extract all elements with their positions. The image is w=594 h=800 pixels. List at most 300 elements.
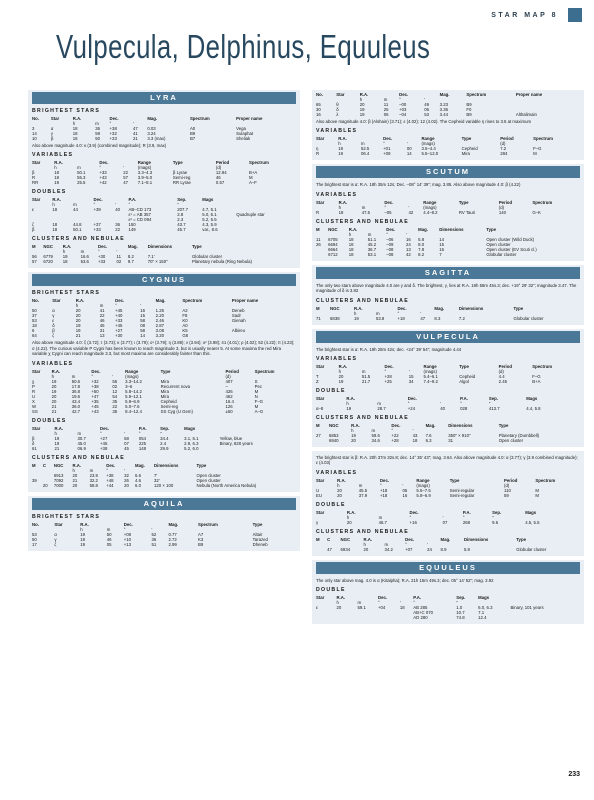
column-header: P.A. xyxy=(460,396,468,402)
table-cell: 16 xyxy=(402,492,408,498)
table-cell: 148 xyxy=(138,445,146,451)
table-cell: 21 xyxy=(51,408,57,414)
unit-label: ′ xyxy=(112,373,114,379)
unit-label: ″ xyxy=(160,430,162,436)
column-header: Proper name xyxy=(231,298,259,304)
column-header: Period xyxy=(215,160,230,166)
table-cell: 44 xyxy=(73,207,78,213)
column-header: Type xyxy=(172,160,183,166)
table-cell: Sheliak xyxy=(236,136,251,141)
table-cell: +07 xyxy=(405,546,413,552)
table-cell: +47 xyxy=(91,393,99,399)
aquila-var-title: VARIABLES xyxy=(316,128,358,135)
table-cell: 02 xyxy=(112,383,118,389)
unit-label: ′ xyxy=(116,249,118,255)
equuleus-intro: The only star above mag. 4.0 is α (Kitalpha); R.A. 21h 15m 49s.3; dec. 05° 14′ 52″; mag. 3.92 xyxy=(316,577,494,583)
table-cell: 20 xyxy=(124,482,129,488)
column-header: R.A. xyxy=(338,364,348,370)
column-header: Mag. xyxy=(418,226,428,232)
table-cell: 40 xyxy=(115,207,121,213)
unit-label: h xyxy=(359,97,363,102)
cygnus-heading: CYGNUS xyxy=(32,274,296,286)
table-cell: M xyxy=(535,492,539,498)
table-cell: 5.8–6.9 xyxy=(416,492,431,498)
table-cell: 11 xyxy=(116,254,122,260)
unit-label: ′ xyxy=(427,541,428,547)
column-header: Star xyxy=(316,396,325,402)
table-cell: Pec xyxy=(254,383,262,389)
table-cell: 407 xyxy=(225,378,233,384)
column-header: R.A. xyxy=(72,116,82,121)
table-cell: 19 xyxy=(80,536,86,542)
sagitta-section xyxy=(312,265,584,325)
table-cell: 45.5 xyxy=(358,487,368,493)
aquila-heading: AQUILA xyxy=(32,498,296,510)
column-header: R.A. xyxy=(348,226,358,232)
table-cell: –00 xyxy=(399,102,407,107)
column-header: Type xyxy=(513,305,524,311)
table-cell: Z xyxy=(316,379,319,385)
table-cell: α xyxy=(54,531,57,537)
column-header: R.A. xyxy=(338,199,348,205)
column-header: Spectrum xyxy=(254,368,275,374)
unit-label: ° xyxy=(99,165,102,171)
table-cell: 6712 xyxy=(328,251,338,257)
table-cell: 16 xyxy=(316,112,321,117)
table-cell: 19 xyxy=(359,107,365,112)
table-cell: 5.8–14.2 xyxy=(125,388,142,394)
unit-label: ° xyxy=(386,231,388,237)
table-row xyxy=(32,333,296,338)
table-cell: +13 xyxy=(123,541,132,547)
table-cell: 45 xyxy=(124,445,129,451)
column-header: R.A. xyxy=(336,595,346,601)
table-cell: 28.7 xyxy=(377,406,386,412)
table-cell: RR xyxy=(32,180,39,186)
table-cell: A7 xyxy=(197,531,204,537)
table-cell: Tarazed xyxy=(252,536,268,542)
table-cell: 14 xyxy=(406,151,412,157)
table-cell: 20 xyxy=(336,605,342,611)
unit-label: m xyxy=(71,373,76,379)
table-cell: 45.0 xyxy=(77,440,86,446)
column-header: Spectrum xyxy=(532,364,553,370)
table-cell xyxy=(232,333,296,338)
table-cell: 50 xyxy=(32,536,37,542)
table-cell: γ xyxy=(316,519,319,525)
table-cell: 47 xyxy=(132,126,138,131)
table-cell: 51.1 xyxy=(367,236,377,242)
left-column xyxy=(28,90,300,555)
table-cell: Nebula (North America Nebula) xyxy=(196,482,257,488)
table-cell: 18 xyxy=(348,236,354,242)
table-cell: 6.3 xyxy=(425,438,432,444)
table-cell: +45 xyxy=(115,308,123,314)
column-header: Spectrum xyxy=(532,199,553,205)
table-cell: +37 xyxy=(93,222,101,228)
table-row xyxy=(32,136,296,141)
column-header: Mag. xyxy=(434,305,445,311)
column-header: Dec. xyxy=(377,595,388,601)
unit-label: ° xyxy=(106,467,108,473)
table-cell: 2.9, 6.3 xyxy=(184,440,199,446)
column-header: R.A. xyxy=(351,423,360,429)
column-header: Dec. xyxy=(91,368,101,374)
table-cell: 52 xyxy=(151,531,157,537)
table-cell: +03 xyxy=(399,107,407,112)
table-cell: 140 xyxy=(498,209,506,215)
table-cell: 8.4–12.4 xyxy=(125,408,142,414)
table-cell: ε xyxy=(52,318,55,324)
unit-label: (mags) xyxy=(423,369,437,375)
table-cell: ζ xyxy=(54,541,57,547)
table-cell: γ xyxy=(50,131,54,136)
table-cell: 110 xyxy=(504,487,511,493)
table-cell: γ xyxy=(54,536,57,542)
table-cell: 6913 xyxy=(53,472,64,478)
page-number: 233 xyxy=(568,771,580,778)
column-header: Mags xyxy=(184,425,196,431)
table-cell: 58 xyxy=(124,435,129,441)
column-header: Dec. xyxy=(399,92,409,97)
table-cell: B9 xyxy=(189,131,196,136)
column-header: R.A. xyxy=(52,197,61,203)
table-cell: Semi-regular xyxy=(449,492,475,498)
table-cell: ε² = CD 094 xyxy=(128,217,152,223)
column-header: R.A. xyxy=(359,92,369,97)
unit-label: ′ xyxy=(402,482,404,488)
table-cell: 16.6 xyxy=(80,254,89,260)
table-cell xyxy=(574,520,580,525)
column-header: Mag. xyxy=(155,298,166,304)
table-cell: 51 xyxy=(151,541,157,547)
table-cell: 50 xyxy=(32,308,37,314)
column-header: R.A. xyxy=(337,477,346,483)
column-header: Star xyxy=(32,197,41,203)
table-cell: 7.1′ xyxy=(147,254,155,260)
table-cell: Open cluster xyxy=(498,438,524,444)
table-cell: Dheneb xyxy=(252,541,268,547)
table-cell: 22 xyxy=(112,403,118,409)
table-cell: G–K xyxy=(532,209,541,215)
table-cell: β xyxy=(32,227,35,233)
table-cell: 0.77 xyxy=(168,531,177,537)
unit-label: ° xyxy=(413,600,416,606)
page-title: Vulpecula, Delphinus, Equuleus xyxy=(56,28,431,65)
column-header: Dimensions xyxy=(448,423,473,429)
lyra-var-title: VARIABLES xyxy=(32,152,74,159)
table-cell: F8 xyxy=(182,313,188,319)
table-cell: 55.3 xyxy=(77,175,86,181)
table-cell: 05 xyxy=(106,541,112,547)
table-cell: +22 xyxy=(391,433,399,439)
table-cell: 21.7 xyxy=(361,379,371,385)
unit-label: m xyxy=(106,526,111,532)
table-cell: Quadruple star xyxy=(236,212,265,218)
table-cell: 5.4–6.1 xyxy=(423,374,438,380)
cygnus-cl-table xyxy=(32,463,296,488)
table-cell: 31 xyxy=(448,438,453,444)
unit-label: h xyxy=(54,165,57,171)
table-cell: 207.7 xyxy=(177,207,189,213)
table-cell: 10 xyxy=(32,136,37,141)
column-header: Dec. xyxy=(409,509,419,515)
table-cell: 6.6 xyxy=(135,472,142,478)
table-cell: +42 xyxy=(99,180,107,186)
unit-label: m xyxy=(77,430,82,436)
column-header: M xyxy=(316,423,320,429)
unit-label: ° xyxy=(128,202,131,208)
table-cell: M xyxy=(248,175,253,181)
table-cell: Open cluster (EV Scuti cl.) xyxy=(486,246,537,252)
unit-label: ° xyxy=(384,369,387,375)
table-cell: 26 xyxy=(124,477,129,483)
column-header: Spectrum xyxy=(189,116,210,121)
sagitta-cl-title: CLUSTERS AND NEBULAE xyxy=(316,297,409,304)
column-header: Dec. xyxy=(115,298,125,304)
table-cell: 20 xyxy=(337,492,342,498)
table-cell: 57 xyxy=(123,175,128,181)
table-cell: +33 xyxy=(99,170,107,176)
lyra-dbl-table xyxy=(32,197,296,232)
table-cell: 53 xyxy=(32,531,37,537)
table-cell: U xyxy=(32,393,36,399)
table-cell: 35 xyxy=(112,408,118,414)
scutum-heading: SCUTUM xyxy=(316,166,580,178)
unit-label: ° xyxy=(379,482,382,488)
table-cell: 10.7 xyxy=(456,610,465,616)
table-cell: 74.8 xyxy=(456,615,465,621)
equuleus-section xyxy=(312,560,584,624)
column-header: Sep. xyxy=(488,396,498,402)
table-cell: 20 xyxy=(42,482,48,488)
unit-label: ° xyxy=(93,202,96,208)
table-row xyxy=(316,151,580,156)
table-cell: +39 xyxy=(93,207,101,213)
cygnus-bright-table xyxy=(32,298,296,338)
table-cell: 1.0 xyxy=(456,605,463,611)
table-cell: 42.7 xyxy=(71,408,81,414)
table-row xyxy=(32,384,296,389)
table-cell: 8.3 xyxy=(434,315,441,321)
unit-label: (d) xyxy=(225,373,231,379)
table-cell: 70″ × 150″ xyxy=(147,259,168,265)
unit-label: m xyxy=(99,303,104,309)
column-header: Type xyxy=(160,368,171,374)
column-header: C xyxy=(327,536,331,542)
table-cell: 2.45 xyxy=(498,379,507,385)
table-cell: 3 xyxy=(32,126,35,131)
table-cell xyxy=(316,615,336,620)
table-cell: +25 xyxy=(384,379,392,385)
table-cell: 59 xyxy=(95,131,100,136)
column-header: Star xyxy=(32,425,41,431)
column-header: Sep. xyxy=(456,595,466,601)
unit-label: m xyxy=(73,202,77,208)
table-cell: F–G xyxy=(532,374,541,380)
table-cell: 350″ × 910″ xyxy=(448,433,471,439)
table-row xyxy=(316,493,580,498)
table-cell: +45 xyxy=(100,440,108,446)
table-cell: Mira xyxy=(160,378,169,384)
cygnus-bright-title: BRIGHTEST STARS xyxy=(32,290,101,297)
scutum-cl-table xyxy=(316,227,580,257)
table-cell: 19 xyxy=(51,378,57,384)
column-header: Range xyxy=(137,160,151,166)
table-cell: 7.4–9.2 xyxy=(423,379,438,385)
table-cell: +50 xyxy=(91,388,99,394)
table-cell: 5.9–12.1 xyxy=(125,393,142,399)
right-column xyxy=(312,90,584,628)
column-header: Dec. xyxy=(100,425,110,431)
column-header: R.A. xyxy=(353,305,363,311)
table-cell: 3.24 xyxy=(147,131,156,136)
table-cell: 18 xyxy=(52,222,58,228)
table-cell: 65 xyxy=(316,102,321,107)
table-cell: 47 xyxy=(420,315,426,321)
unit-label: (mags) xyxy=(423,204,437,210)
column-header: NGC xyxy=(330,305,340,311)
unit-label: (mags) xyxy=(125,373,139,379)
column-header: Dec. xyxy=(97,244,108,250)
table-cell: 19 xyxy=(75,328,81,334)
table-cell: 5.0–7.6 xyxy=(125,403,140,409)
table-cell: A–F xyxy=(248,180,257,186)
table-cell: 36.0 xyxy=(71,403,81,409)
table-cell: 07 xyxy=(442,519,448,525)
table-cell: 15 xyxy=(140,313,146,319)
unit-label: (d) xyxy=(498,204,505,210)
table-cell: 05 xyxy=(402,487,408,493)
table-cell xyxy=(316,252,328,257)
table-cell: +32 xyxy=(91,378,99,384)
column-header: Dec. xyxy=(407,396,417,402)
table-cell: 2.46 xyxy=(155,318,164,324)
delphinus-cl-title: CLUSTERS AND NEBULAE xyxy=(316,528,409,535)
table-cell: 42 xyxy=(408,209,414,215)
column-header: Mag. xyxy=(127,244,138,250)
table-row xyxy=(32,180,296,185)
column-header: NGC xyxy=(329,423,339,429)
table-cell: 7 xyxy=(439,251,442,257)
column-header: Dec. xyxy=(391,423,401,429)
table-cell: R xyxy=(316,151,320,157)
table-cell: 00 xyxy=(406,146,412,152)
table-cell: Deneb xyxy=(231,308,245,314)
unit-label: h xyxy=(338,204,341,210)
table-cell: 27 xyxy=(316,433,321,439)
column-header: Mag. xyxy=(440,536,451,542)
unit-label: ″ xyxy=(492,514,494,520)
table-cell: 20 xyxy=(75,308,81,314)
table-cell: Albireo xyxy=(231,328,246,334)
unit-label: h xyxy=(54,430,57,436)
table-cell: G8 xyxy=(182,333,189,339)
table-cell: 06 xyxy=(424,107,430,112)
column-header: Star xyxy=(336,92,345,97)
sagitta-intro: The only two stars above magnitude 4.0 are γ and δ. The brightest, γ, lies at R.A. 19h 58m 45s.3; dec. +19° 29′ 32″; magnitude 3.47. The magnitude of δ is 3.82 xyxy=(316,282,577,294)
table-cell: 7.2 xyxy=(500,146,507,152)
table-cell: 64 xyxy=(32,333,37,339)
column-header: Period xyxy=(498,364,512,370)
table-cell: 19 xyxy=(353,315,359,321)
unit-label: h xyxy=(348,231,352,237)
table-cell: Semi-regular xyxy=(449,487,475,493)
table-cell: 22 xyxy=(123,170,128,176)
table-cell: 50.6 xyxy=(71,378,81,384)
table-cell: B+A xyxy=(532,379,541,385)
table-cell: 19 xyxy=(351,433,356,439)
unit-label: h xyxy=(51,373,54,379)
lyra-dbl-title: DOUBLES xyxy=(32,189,67,196)
table-cell: 3.23 xyxy=(439,102,448,107)
table-cell: 2.20 xyxy=(155,313,164,319)
table-cell: 7.8 xyxy=(418,246,425,252)
column-header: Mag. xyxy=(147,116,158,121)
lyra-bright-table xyxy=(32,116,296,141)
unit-label: (mags) xyxy=(137,165,152,171)
table-cell: Globular cluster xyxy=(516,546,547,552)
column-header: Range xyxy=(416,477,430,483)
cygnus-dbl-title: DOUBLES xyxy=(32,417,67,424)
table-cell: Globular cluster xyxy=(513,315,544,321)
column-header: R.A. xyxy=(75,298,85,304)
table-cell: 4.4, 5.8 xyxy=(526,406,541,412)
table-cell: 20 xyxy=(75,318,81,324)
unit-label: h xyxy=(346,514,350,520)
column-header: Dec. xyxy=(383,136,393,142)
table-cell: 36 xyxy=(115,222,121,228)
table-cell: 43 xyxy=(412,433,418,439)
table-cell: +30 xyxy=(97,254,106,260)
unit-label: h xyxy=(338,141,341,147)
table-cell: 26 xyxy=(316,241,321,247)
table-cell: 51.5 xyxy=(361,374,371,380)
unit-label: h xyxy=(72,467,75,473)
table-cell: 7.1–8.1 xyxy=(137,180,153,186)
table-cell: A–G xyxy=(254,408,264,414)
table-cell: Globular cluster xyxy=(486,251,517,257)
table-cell: ε xyxy=(316,605,318,611)
delphinus-section xyxy=(312,451,584,556)
table-row xyxy=(316,210,580,215)
table-cell: 426 xyxy=(225,388,233,394)
table-cell: γ xyxy=(52,313,55,319)
column-header: Type xyxy=(486,226,497,232)
unit-label: ° xyxy=(115,303,117,309)
table-cell: 14 xyxy=(140,333,146,339)
table-cell: Semi-reg xyxy=(160,403,179,409)
table-cell: 6.0, 6.3 xyxy=(478,605,493,611)
vulpecula-var-title: VARIABLES xyxy=(316,356,358,363)
table-cell: +08 xyxy=(383,151,391,157)
table-cell: 20 xyxy=(72,472,78,478)
column-header: Dec. xyxy=(386,226,396,232)
table-cell: 3.9–5.0 xyxy=(137,175,153,181)
column-header: Dec. xyxy=(397,305,407,311)
table-cell: 50.1 xyxy=(73,227,82,233)
table-cell: –06 xyxy=(386,236,394,242)
table-cell: ζ xyxy=(52,333,55,339)
table-cell: 0.03 xyxy=(147,126,156,131)
map-label: STAR MAP 8 xyxy=(491,12,558,19)
table-cell: 34.2 xyxy=(384,546,393,552)
table-cell: 2.99 xyxy=(168,541,177,547)
unit-label: ′ xyxy=(406,231,407,237)
table-cell: 413.7 xyxy=(488,406,500,412)
table-cell: 53.8 xyxy=(375,315,385,321)
column-header: Period xyxy=(498,199,513,205)
